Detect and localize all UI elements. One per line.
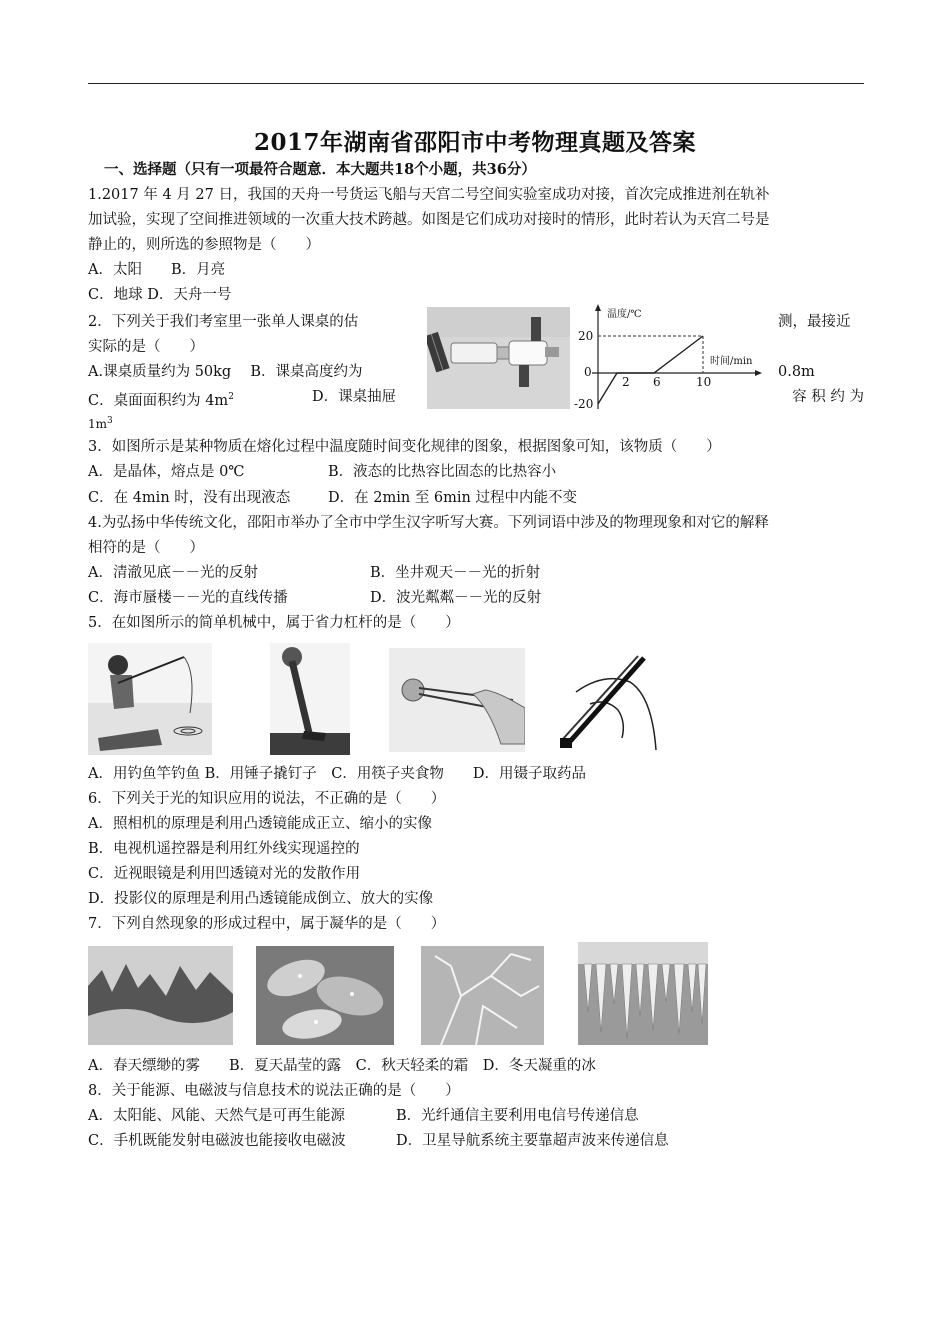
graph-x-axis-label: 时间/min [710, 356, 753, 367]
section-heading: 一、选择题（只有一项最符合题意．本大题共18个小题，共36分） [104, 161, 536, 178]
graph-xtick-10: 10 [696, 375, 712, 389]
q7-line1: 7．下列自然现象的形成过程中，属于凝华的是（ ） [88, 916, 446, 932]
q2-options-ab: A.课桌质量约为 50kg B．课桌高度约为 [88, 364, 363, 380]
q5-line1: 5．在如图所示的简单机械中，属于省力杠杆的是（ ） [88, 615, 460, 631]
q4-line2: 相符的是（ ） [88, 540, 204, 556]
tweezers-image [556, 652, 668, 752]
q2-option-d-right: 容 积 约 为 [792, 389, 864, 405]
graph-ytick-20: 20 [578, 329, 594, 343]
q4-option-c: C．海市蜃楼－－光的直线传播 [88, 590, 288, 606]
header-rule [88, 83, 864, 84]
q6-option-a: A．照相机的原理是利用凸透镜能成正立、缩小的实像 [88, 816, 432, 832]
q5-options: A．用钓鱼竿钓鱼 B．用锤子撬钉子 C．用筷子夹食物 D．用镊子取药品 [88, 766, 586, 782]
fishing-rod-image [88, 643, 212, 755]
page-title: 2017年湖南省邵阳市中考物理真题及答案 [253, 129, 696, 156]
q8-option-c: C．手机既能发射电磁波也能接收电磁波 [88, 1133, 346, 1149]
q1-line3: 静止的，则所选的参照物是（ ） [88, 237, 320, 253]
q1-options-ab: A．太阳 B．月亮 [88, 262, 226, 278]
q3-option-d: D．在 2min 至 6min 过程中内能不变 [328, 490, 577, 506]
q8-option-b: B．光纤通信主要利用电信号传递信息 [396, 1108, 639, 1124]
hammer-image [270, 643, 350, 755]
q4-line1: 4.为弘扬中华传统文化，邵阳市举办了全市中学生汉字听写大赛。下列词语中涉及的物理现象和对它的解释 [88, 515, 769, 531]
q2-line1-left: 2．下列关于我们考室里一张单人课桌的估 [88, 314, 359, 330]
q2-option-b-value: 0.8m [778, 364, 815, 380]
q7-options: A．春天缥缈的雾 B．夏天晶莹的露 C．秋天轻柔的霜 D．冬天凝重的冰 [88, 1058, 596, 1074]
q4-option-b: B．坐井观天－－光的折射 [370, 565, 541, 581]
q3-option-a: A．是晶体，熔点是 0℃ [88, 464, 245, 480]
q2-line2: 实际的是（ ） [88, 339, 204, 355]
graph-xtick-2: 2 [622, 375, 630, 389]
q1-options-cd: C．地球 D．天舟一号 [88, 287, 232, 303]
graph-ytick-0: 0 [584, 365, 592, 379]
q8-option-a: A．太阳能、风能、天然气是可再生能源 [88, 1108, 345, 1124]
graph-y-axis-label: 温度/℃ [607, 309, 642, 320]
spacecraft-docking-image [427, 307, 570, 409]
q2-option-d: D．课桌抽屉 [312, 389, 397, 405]
q2-line1-right: 测，最接近 [778, 314, 851, 330]
graph-ytick-minus20: -20 [574, 397, 594, 411]
q4-option-a: A．清澈见底－－光的反射 [88, 565, 258, 581]
q6-option-c: C．近视眼镜是利用凹透镜对光的发散作用 [88, 866, 361, 882]
q6-option-b: B．电视机遥控器是利用红外线实现遥控的 [88, 841, 360, 857]
q1-line2: 加试验，实现了空间推进领域的一次重大技术跨越。如图是它们成功对接时的情形，此时若认为天宫二号是 [88, 212, 770, 228]
q2-option-c: C．桌面面积约为 $4m^2$ [88, 392, 234, 409]
q2-option-d-unit: $1m^3$ [88, 416, 113, 431]
q8-option-d: D．卫星导航系统主要靠超声波来传递信息 [396, 1133, 669, 1149]
q8-line1: 8．关于能源、电磁波与信息技术的说法正确的是（ ） [88, 1083, 460, 1099]
fog-image [88, 946, 233, 1045]
dew-image [256, 946, 394, 1045]
chopsticks-image [389, 648, 525, 752]
q1-line1: 1.2017 年 4 月 27 日，我国的天舟一号货运飞船与天宫二号空间实验室成功对接，首次完成推进剂在轨补 [88, 187, 770, 203]
q3-option-c: C．在 4min 时，没有出现液态 [88, 490, 291, 506]
q6-line1: 6．下列关于光的知识应用的说法，不正确的是（ ） [88, 791, 446, 807]
q3-option-b: B．液态的比热容比固态的比热容小 [328, 464, 557, 480]
ice-image [578, 942, 708, 1045]
q3-line1: 3．如图所示是某种物质在熔化过程中温度随时间变化规律的图象，根据图象可知，该物质（ ） [88, 439, 721, 455]
melting-graph [572, 303, 766, 415]
frost-image [421, 946, 544, 1045]
graph-xtick-6: 6 [653, 375, 661, 389]
q4-option-d: D．波光粼粼－－光的反射 [370, 590, 542, 606]
q6-option-d: D．投影仪的原理是利用凸透镜能成倒立、放大的实像 [88, 891, 434, 907]
